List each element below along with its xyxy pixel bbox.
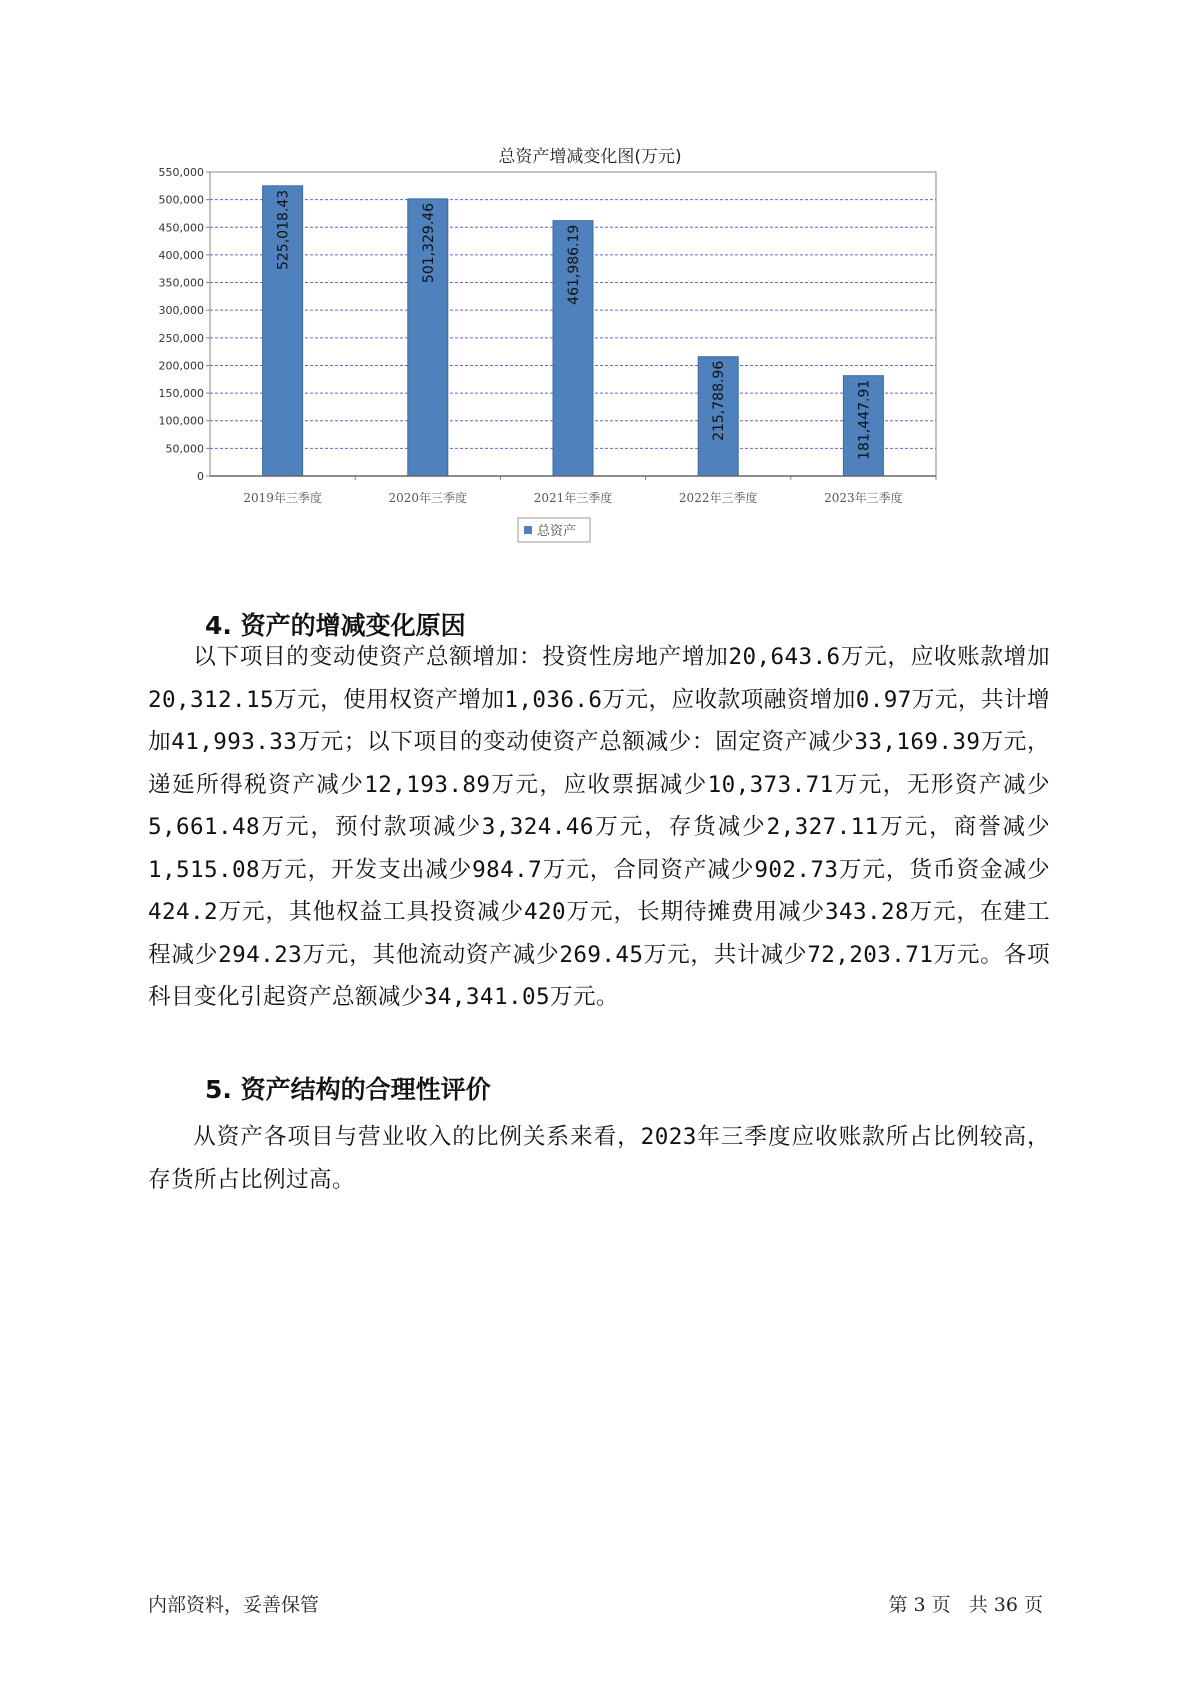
legend-label: 总资产 bbox=[537, 524, 577, 539]
x-tick-label: 2020年三季度 bbox=[388, 491, 468, 505]
bar-data-label: 181,447.91 bbox=[856, 379, 873, 460]
legend-swatch bbox=[524, 526, 532, 534]
bar-data-label: 501,329.46 bbox=[420, 202, 437, 284]
x-tick-label: 2022年三季度 bbox=[678, 491, 758, 505]
y-tick-label: 0 bbox=[197, 470, 204, 483]
y-tick-label: 500,000 bbox=[158, 193, 204, 207]
bar-data-label: 215,788.96 bbox=[711, 360, 728, 441]
x-tick-label: 2019年三季度 bbox=[243, 491, 322, 505]
y-tick-label: 350,000 bbox=[158, 276, 204, 290]
bar-chart bbox=[150, 138, 1030, 590]
y-tick-label: 50,000 bbox=[165, 442, 204, 456]
y-tick-label: 450,000 bbox=[158, 221, 204, 235]
x-tick-label: 2023年三季度 bbox=[824, 491, 903, 505]
chart-container bbox=[150, 138, 1030, 590]
y-tick-label: 300,000 bbox=[158, 304, 204, 318]
bar-data-label: 461,986.19 bbox=[566, 224, 582, 305]
footer-left: 内部资料，妥善保管 bbox=[148, 1594, 320, 1616]
y-tick-label: 550,000 bbox=[158, 166, 204, 179]
y-tick-label: 150,000 bbox=[158, 387, 204, 401]
bar-data-label: 525,018.43 bbox=[275, 189, 292, 270]
section-4-title: 4. 资产的增减变化原因 bbox=[205, 611, 466, 640]
chart-title: 总资产增减变化图(万元) bbox=[498, 147, 682, 167]
y-tick-label: 250,000 bbox=[158, 331, 204, 345]
y-tick-label: 200,000 bbox=[158, 359, 204, 373]
y-tick-label: 100,000 bbox=[158, 414, 204, 428]
x-tick-label: 2021年三季度 bbox=[533, 491, 613, 505]
section-4-text: 以下项目的变动使资产总额增加：投资性房地产增加20,643.6万元，应收账款增加20,312.15万元，使用权资产增加1,036.6万元，应收款项融资增加0.97万元，共计增加41,993.33万元；以下项目的变动使资产总额减少：固定资产减少33,169.39万元，递延所得税资产减少12,193.89万元，应收票据减少10,373.71万元，无形资产减少5,661.48万元，预付款项减少3,324.46万元，存货减少2,327.11万元，商誉减少1,515.08万元，开发支出减少984.7万元，合同资产减少902.73万元，货币资金减少424.2万元，其他权益工具投资减少420万元，长期待摊费用减少343.28万元，在建工程减少294.23万元，其他流动资产减少269.45万元，共计减少72,203.71万元。各项科目变化引起资产总额减少34,341.05万元。 bbox=[148, 644, 1050, 1010]
section-5-text: 从资产各项目与营业收入的比例关系来看，2023年三季度应收账款所占比例较高，存货所占比例过高。 bbox=[148, 1124, 1050, 1193]
y-tick-label: 400,000 bbox=[158, 248, 204, 262]
footer-page-number: 第 3 页 共 36 页 bbox=[888, 1594, 1043, 1616]
section-5-title: 5. 资产结构的合理性评价 bbox=[205, 1075, 491, 1104]
